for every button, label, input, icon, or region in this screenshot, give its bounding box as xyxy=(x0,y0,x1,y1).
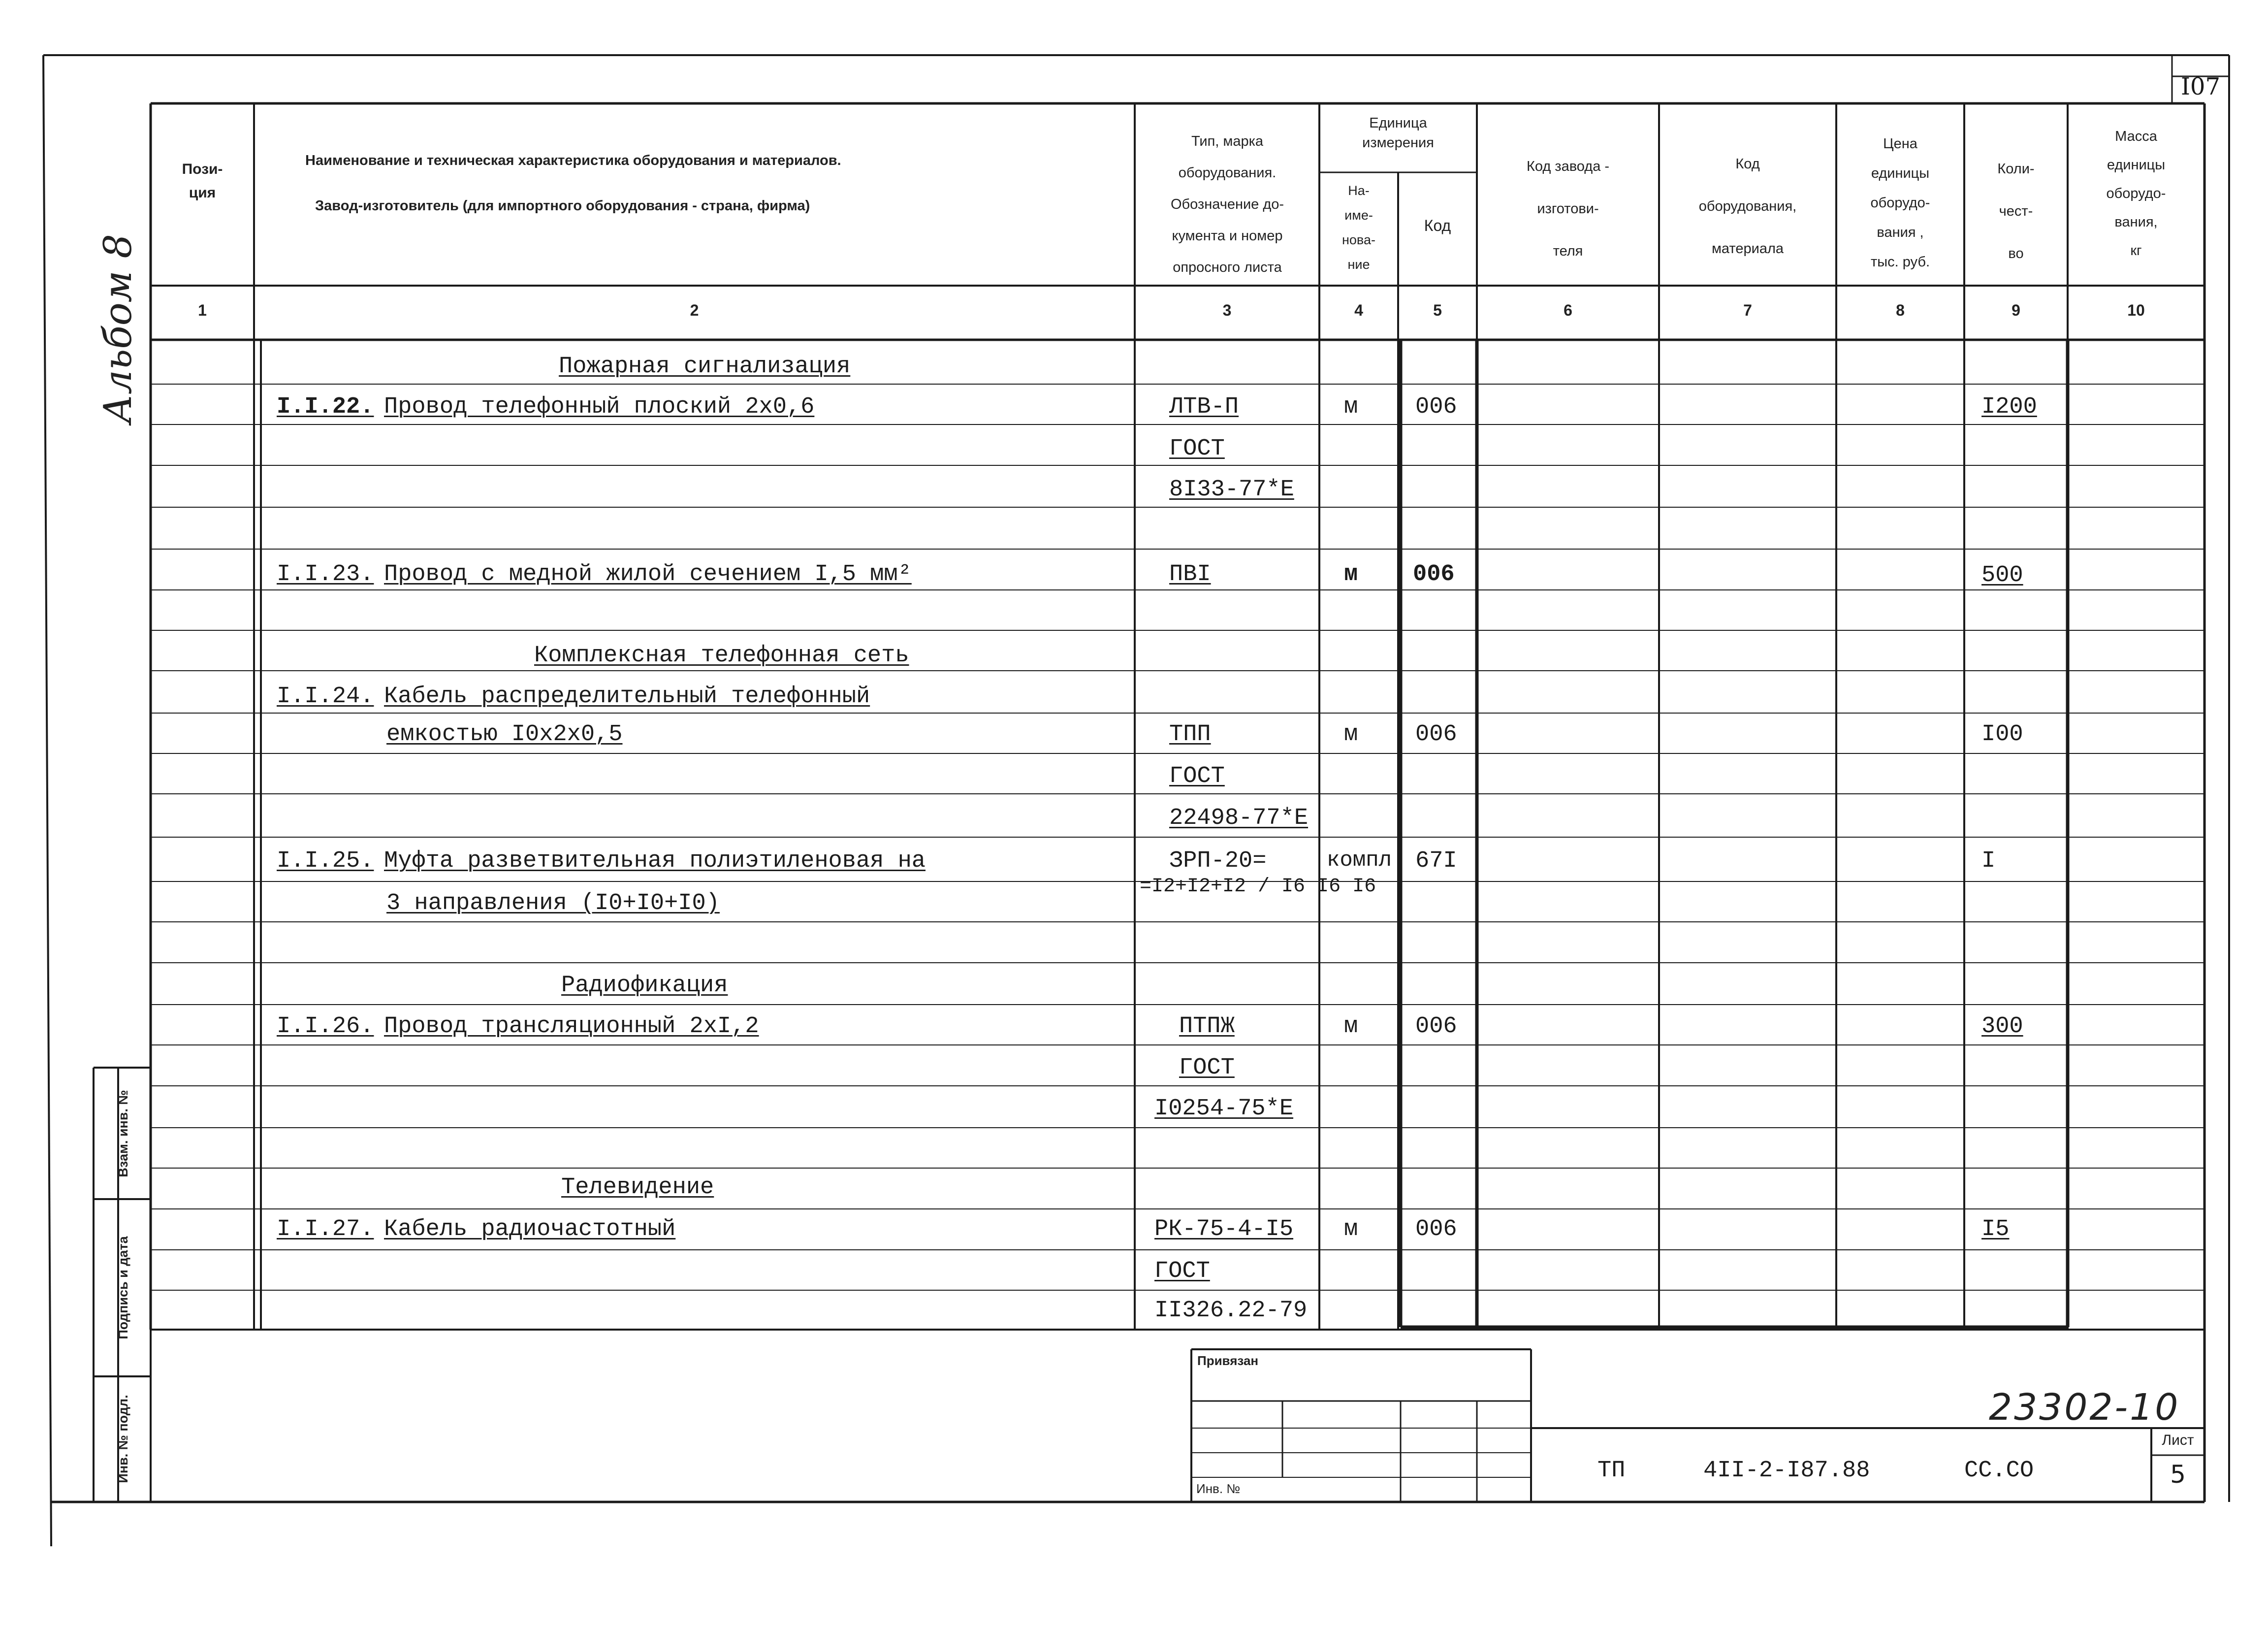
item-type-number: I0254-75*Е xyxy=(1154,1096,1294,1122)
item-name: Провод трансляционный 2xI,2 xyxy=(384,1013,759,1040)
item-quantity: 300 xyxy=(1981,1013,2023,1040)
column-number: 2 xyxy=(690,301,699,319)
item-type-standard: ГОСТ xyxy=(1169,436,1225,462)
item-name-continued: 3 направления (I0+I0+I0) xyxy=(386,890,720,916)
item-quantity: I xyxy=(1981,848,1996,874)
item-unit: м xyxy=(1344,1216,1358,1242)
header-col2-line2: Завод-изготовитель (для импортного оборудования - страна, фирма) xyxy=(315,198,810,214)
item-position: I.I.24. xyxy=(277,684,374,710)
column-number: 6 xyxy=(1564,301,1572,319)
column-number: 5 xyxy=(1433,301,1442,319)
item-position: I.I.26. xyxy=(277,1013,374,1040)
header-unit-group: Единица измерения xyxy=(1362,115,1434,151)
item-type: ЛТВ-П xyxy=(1169,394,1239,420)
side-stamp-inv-podl: Инв. № подл. xyxy=(116,1395,130,1483)
section-heading: Радиофикация xyxy=(561,973,728,999)
stamp-list-label: Лист xyxy=(2162,1432,2194,1448)
column-number: 3 xyxy=(1222,301,1232,319)
item-code: 006 xyxy=(1413,561,1455,587)
item-code: 006 xyxy=(1415,721,1457,748)
column-number: 10 xyxy=(2127,301,2145,319)
item-quantity: 500 xyxy=(1981,562,2023,588)
album-label: Альбом 8 xyxy=(96,234,140,424)
stamp-tp: ТП xyxy=(1597,1458,1626,1484)
header-col8: Цена единицы оборудо- вания , тыс. руб. xyxy=(1870,136,1930,270)
item-quantity: I200 xyxy=(1981,394,2037,420)
item-type-standard: ГОСТ xyxy=(1169,763,1225,789)
item-name-continued: емкостью I0x2x0,5 xyxy=(386,721,623,748)
stamp-mark: СС.СО xyxy=(1964,1458,2034,1484)
item-type: ТПП xyxy=(1169,721,1211,748)
column-number: 9 xyxy=(2012,301,2020,319)
side-stamp-vzam-inv: Взам. инв. № xyxy=(116,1090,130,1177)
item-code: 67I xyxy=(1415,848,1457,874)
item-code: 006 xyxy=(1415,1216,1457,1242)
header-col6: Код завода - изготови- теля xyxy=(1526,159,1610,259)
item-type-number: II326.22-79 xyxy=(1154,1298,1308,1324)
item-type: ЗРП-20= xyxy=(1169,848,1267,874)
side-stamp-podpis-data: Подпись и дата xyxy=(116,1236,130,1339)
header-col1: Пози- ция xyxy=(182,161,223,201)
stamp-doc-code: 4II-2-I87.88 xyxy=(1703,1458,1870,1484)
item-type-standard: ГОСТ xyxy=(1154,1258,1210,1284)
item-code: 006 xyxy=(1415,1013,1457,1040)
item-type: ПТПЖ xyxy=(1179,1013,1235,1040)
stamp-list-number: 5 xyxy=(2170,1460,2186,1489)
column-number: 1 xyxy=(198,301,207,319)
item-type: РК-75-4-I5 xyxy=(1154,1216,1294,1242)
item-quantity: I00 xyxy=(1981,721,2023,748)
item-unit: компл xyxy=(1327,848,1392,873)
header-col10: Масса единицы оборудо- вания, кг xyxy=(2106,129,2166,259)
header-col5: Код xyxy=(1424,217,1451,234)
stamp-inv-no: Инв. № xyxy=(1196,1481,1241,1496)
section-heading: Пожарная сигнализация xyxy=(559,354,851,380)
sheet-corner-number: I07 xyxy=(2180,73,2221,100)
item-name: Провод с медной жилой сечением I,5 мм² xyxy=(384,561,912,587)
item-position: I.I.27. xyxy=(277,1216,374,1242)
stamp-privyazan: Привязан xyxy=(1197,1353,1259,1368)
column-number: 7 xyxy=(1743,301,1752,319)
header-col2-line1: Наименование и техническая характеристика оборудования и материалов. xyxy=(305,153,841,168)
item-type: ПВI xyxy=(1169,561,1211,587)
header-col7: Код оборудования, материала xyxy=(1698,156,1797,257)
section-heading: Телевидение xyxy=(561,1174,714,1201)
item-type-number: 8I33-77*Е xyxy=(1169,477,1294,503)
item-unit: м xyxy=(1344,561,1358,587)
item-type-fraction: =I2+I2+I2 / I6 I6 I6 xyxy=(1140,876,1376,898)
header-col3: Тип, марка оборудования. Обозначение до- кумента и номер опросного листа xyxy=(1170,133,1284,275)
item-name: Кабель радиочастотный xyxy=(384,1216,676,1242)
item-position: I.I.25. xyxy=(277,848,374,874)
item-position: I.I.22. xyxy=(277,394,374,420)
item-unit: м xyxy=(1344,394,1358,420)
stamp-handwritten-number: 23302-10 xyxy=(1989,1386,2180,1429)
item-quantity: I5 xyxy=(1981,1216,2010,1242)
item-unit: м xyxy=(1344,1013,1358,1040)
section-heading: Комплексная телефонная сеть xyxy=(534,643,909,669)
column-number: 4 xyxy=(1354,301,1363,319)
item-type-number: 22498-77*Е xyxy=(1169,805,1309,831)
header-col4: На- име- нова- ние xyxy=(1342,183,1375,272)
item-name: Провод телефонный плоский 2x0,6 xyxy=(384,394,815,420)
column-number: 8 xyxy=(1896,301,1905,319)
item-position: I.I.23. xyxy=(277,561,374,587)
item-name: Муфта разветвительная полиэтиленовая на xyxy=(384,848,926,874)
header-col9: Коли- чест- во xyxy=(1997,161,2035,261)
item-unit: м xyxy=(1344,721,1358,748)
item-name: Кабель распределительный телефонный xyxy=(384,684,870,710)
item-type-standard: ГОСТ xyxy=(1179,1055,1235,1081)
item-code: 006 xyxy=(1415,394,1457,420)
